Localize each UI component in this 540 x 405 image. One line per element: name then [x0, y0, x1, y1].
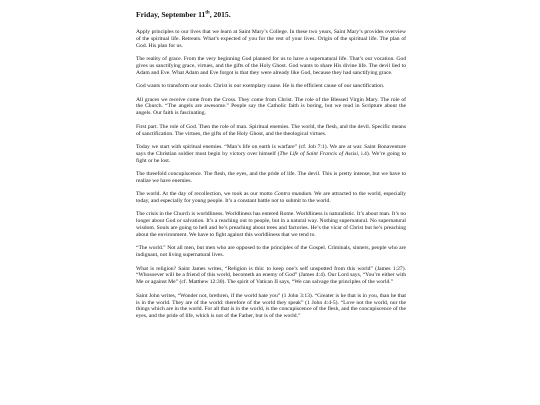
paragraph-text: The world. At the day of recollection, we took as our motto	[136, 191, 275, 198]
heading-date: Friday, September 11	[136, 10, 206, 19]
paragraph	[136, 56, 406, 77]
paragraph-text: God wants to transform our souls. Christ is our exemplary cause. He is the efficient cause of our sanctification.	[136, 83, 385, 90]
paragraph	[136, 211, 406, 239]
document-body	[136, 29, 406, 320]
heading-ordinal-suffix: th	[205, 10, 210, 16]
paragraph	[136, 124, 406, 138]
paragraph	[136, 171, 406, 185]
paragraph-text: The threefold concupiscence. The flesh, the eyes, and the pride of life. The devil. This is pretty intense, but we have to realize we have enemies.	[136, 170, 406, 184]
paragraph-text: What is religion? Saint James writes, “Religion is this: to keep one’s self unspotted from this world” (James 1:27). “Whosoever will be a friend of this world, becometh an enemy of God” (James 4:4). Our Lord says, “You’re either with Me or against Me” (cf. Matthew 12:30). The spirit of Vatican II says, “We can salvage the principles of the world.”	[136, 265, 406, 286]
paragraph	[136, 83, 406, 90]
paragraph-text: , i.4). We’re going to fight or be lost.	[136, 150, 406, 164]
paragraph-text: The reality of grace. From the very beginning God planned for us to have a supernatural life. That’s our vocation. God gives us sanctifying grace, virtues, and the gifts of the Holy Ghost. God wants to share His divine life. The devil lied to Adam and Eve. What Adam and Eve forgot is that they were already like God, because they had sanctifying grace.	[136, 56, 406, 76]
paragraph-text: “The world.” Not all men, but men who are opposed to the principles of the Gospel. Criminals, sinners, people who are indignant, not living supernatural lives.	[136, 245, 406, 259]
paragraph	[136, 191, 406, 205]
paragraph	[136, 266, 406, 287]
paragraph-text: All graces we receive come from the Cross. They come from Christ. The role of the Blessed Virgin Mary. The role of the Church. “The angels are awesome.” People say the Catholic faith is boring, but we read in Scripture about the angels. Our faith is fascinating.	[136, 96, 406, 117]
paragraph	[136, 97, 406, 118]
paragraph-text: Today we start with spiritual enemies. “Man’s life on earth is warfare” (cf. Job 7:1). We are at war. Saint Bonaventure says the Christian soldier must begin by victory over himself (	[136, 143, 406, 157]
paragraph	[136, 245, 406, 259]
paragraph	[136, 293, 406, 321]
document-page	[136, 10, 406, 327]
paragraph	[136, 29, 406, 50]
document-heading	[136, 10, 406, 19]
heading-year: , 2015.	[209, 10, 231, 19]
italic-citation: Contra mundum	[274, 191, 312, 198]
paragraph-text: Saint John writes, “Wonder not, brethren, if the world hate you” (1 John 3:13). “Greater is he that is in you, than he that is in the world. They are of the world: therefore of the world they speak” (1 John 4:4-5). “Love not the world, nor the things which are in the world. For all that is in the world, is the concupiscence of the flesh, and the concupiscence of the eyes, and the pride of life, which is not of the Father, but is of the world.”	[136, 292, 406, 320]
paragraph-text: Apply principles to our lives that we learn at Saint Mary’s College. In these two years, Saint Mary’s provides overview of the spiritual life. Retreats. What’s expected of you for the rest of your lives. Origin of the spiritual life. The plan of God. His plan for us.	[136, 29, 406, 49]
paragraph-text: . We are attracted to the world, especially today, and especially for young people. It’s a constant battle not to submit to the world.	[136, 191, 406, 205]
paragraph	[136, 144, 406, 165]
paragraph-text: First part. The role of God. Then the role of man. Spiritual enemies. The world, the flesh, and the devil. Specific means of sanctification. The virtues, the gifts of the Holy Ghost, and the theological virtues.	[136, 123, 406, 137]
paragraph-text: The crisis in the Church is worldliness. Worldliness has entered Rome. Worldliness is naturalistic. It’s about man. It’s no longer about God or salvation. It’s a reaching out to people, but in a natural way. Nothing supernatural. No supernatural wisdom. Souls are going to hell and he’s preaching about trees and factories. He’s the vicar of Christ but he’s preaching about the environment. We have to fight against this worldliness that we tend to.	[136, 211, 406, 239]
italic-citation: The Life of Saint Francis of Assisi	[279, 150, 358, 157]
